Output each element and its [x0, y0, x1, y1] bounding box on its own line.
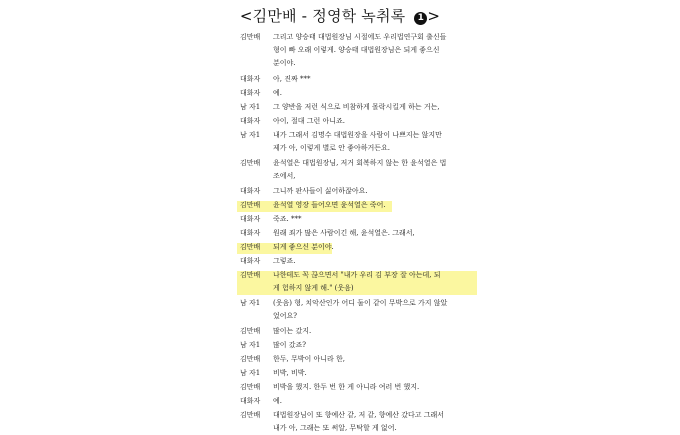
utterance-text: 그 양반을 저런 식으로 비참하게 몰락시킬게 하는 거는,: [273, 103, 440, 111]
utterance-text: 형이 빠 오래 이렇게. 양승태 대법원장님은 되게 좋으신: [273, 46, 440, 54]
utterance-text: 한두, 무박이 아니라 한,: [273, 355, 345, 363]
speaker-label: 남 자1: [240, 131, 261, 139]
speaker-label: 김만배: [240, 243, 261, 251]
utterance-text: 내가 그래서 김명수 대법원장을 사람이 나쁘지는 않지만: [273, 131, 442, 139]
speaker-label: 남 자1: [240, 103, 261, 111]
utterance-text: 비박을 했지. 한두 번 한 게 아니라 여러 번 했지.: [273, 383, 420, 391]
utterance-text: 었어요?: [273, 312, 298, 320]
title-text: <김만배 - 정영학 녹취록: [239, 7, 411, 25]
speaker-label: 대화자: [240, 215, 261, 223]
utterance-text: 그리고 양승태 대법원장님 시절에도 우리법연구회 출신들: [273, 33, 447, 41]
utterance-text: 많이는 갔지.: [273, 327, 312, 335]
speaker-label: 대화자: [240, 187, 261, 195]
speaker-label: 대화자: [240, 397, 261, 405]
title-suffix: >: [427, 7, 441, 25]
speaker-label: 대화자: [240, 89, 261, 97]
speaker-label: 대화자: [240, 257, 261, 265]
speaker-label: 김만배: [240, 159, 261, 167]
speaker-label: 김만배: [240, 33, 261, 41]
utterance-text: 그니까 판사들이 싫어하잖아요.: [273, 187, 368, 195]
speaker-label: 김만배: [240, 411, 261, 419]
utterance-text: 대법원장님이 또 향예산 같, 저 같, 향예산 갔다고 그래서: [273, 411, 445, 419]
speaker-label: 대화자: [240, 229, 261, 237]
speaker-label: 대화자: [240, 117, 261, 125]
utterance-text: 아이, 절대 그런 아니죠.: [273, 117, 345, 125]
utterance-text: 나한테도 꼭 끊으면서 "내가 우리 김 부장 잘 아는데, 되: [273, 271, 441, 279]
utterance-text: 윤석열 영장 들어오면 윤석열은 죽어.: [273, 201, 386, 209]
speaker-label: 대화자: [240, 75, 261, 83]
utterance-text: 원래 죄가 많은 사람이긴 해, 윤석열은. 그래서,: [273, 229, 415, 237]
utterance-text: 게 험하지 않게 해." (웃음): [273, 284, 354, 292]
utterance-text: 예.: [273, 89, 282, 97]
speaker-label: 남 자1: [240, 369, 261, 377]
speaker-label: 김만배: [240, 327, 261, 335]
speaker-label: 김만배: [240, 271, 261, 279]
utterance-text: 되게 좋으신 분이야.: [273, 243, 334, 251]
speaker-label: 김만배: [240, 383, 261, 391]
utterance-text: 내가 아, 그래는 또 써알, 무탁할 게 없어.: [273, 424, 397, 432]
utterance-text: 제가 아, 이렇게 별로 안 좋아하거든요.: [273, 144, 391, 152]
utterance-text: 그렇죠.: [273, 257, 296, 265]
utterance-text: 윤석열은 대법원장님, 저거 회복하지 않는 한 윤석열은 법: [273, 159, 447, 167]
speaker-label: 김만배: [240, 355, 261, 363]
utterance-text: 분이야.: [273, 59, 296, 67]
utterance-text: 비박, 비박.: [273, 369, 307, 377]
utterance-text: 아, 진짜 ***: [273, 75, 311, 83]
speaker-label: 남 자1: [240, 341, 261, 349]
utterance-text: 조에서,: [273, 172, 296, 180]
title-number-badge: 1: [414, 12, 427, 25]
utterance-text: (웃음) 형, 치악산인가 어디 둘이 같이 무박으로 가지 않았: [273, 299, 448, 307]
speaker-label: 남 자1: [240, 299, 261, 307]
speaker-label: 김만배: [240, 201, 261, 209]
utterance-text: 많이 갔죠?: [273, 341, 307, 349]
utterance-text: 죽죠. ***: [273, 215, 302, 223]
utterance-text: 예.: [273, 397, 282, 405]
